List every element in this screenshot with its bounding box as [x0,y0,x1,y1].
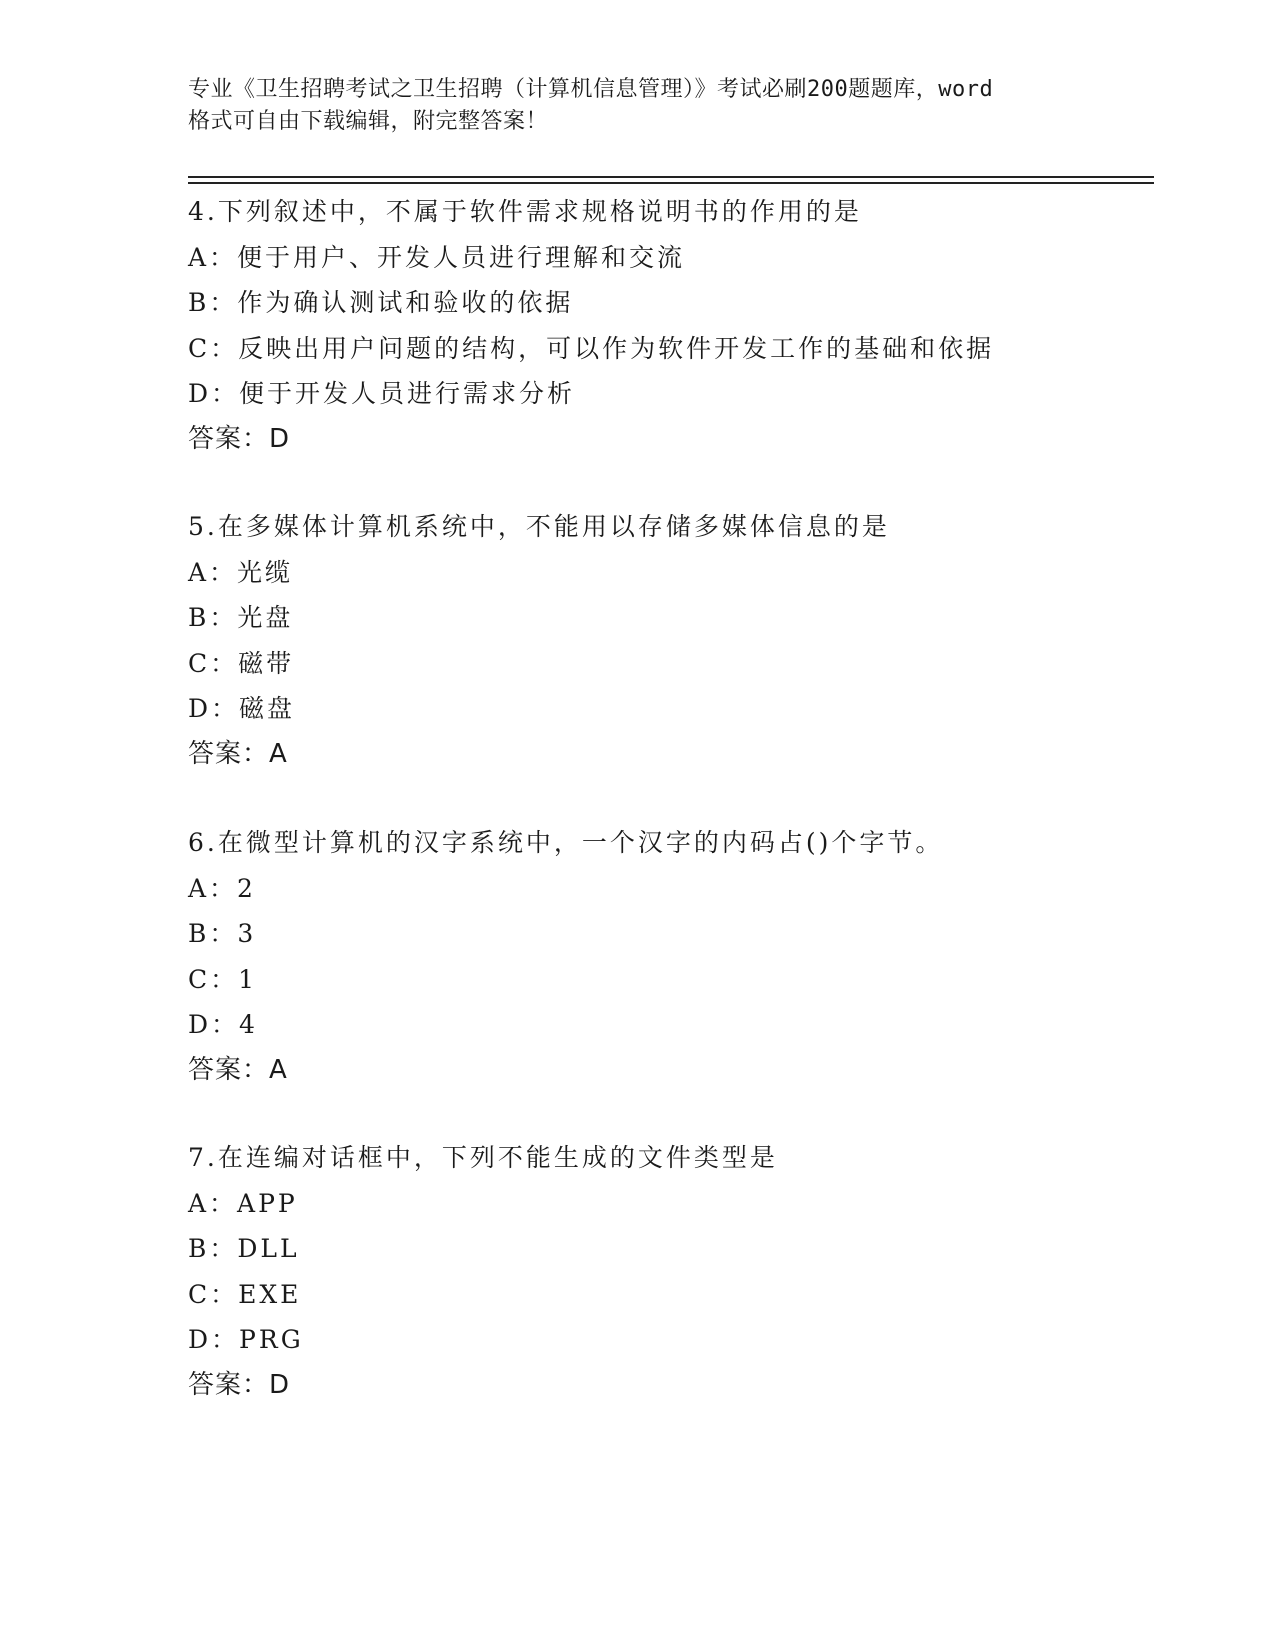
option-c: C：EXE [188,1279,302,1309]
option-d: D：便于开发人员进行需求分析 [188,379,576,408]
option-a: A：光缆 [188,557,294,587]
option-a: A：APP [188,1188,298,1218]
option-a: A：便于用户、开发人员进行理解和交流 [188,242,686,272]
answer-label: 答案：D [188,1369,291,1400]
option-b: B：3 [188,919,257,948]
header-line-1: 专业《卫生招聘考试之卫生招聘（计算机信息管理）》考试必刷200题题库，word [188,77,994,102]
question-7 [188,1135,1148,1408]
question-stem: 4.下列叙述中，不属于软件需求规格说明书的作用的是 [188,197,862,226]
header-divider-top [188,176,1154,178]
option-c: C：磁带 [188,648,295,678]
option-d: D：磁盘 [188,694,296,723]
document-header [188,74,1088,138]
question-5 [188,504,1148,777]
option-d: D：PRG [188,1325,304,1354]
question-6 [188,820,1148,1093]
option-d: D：4 [188,1010,258,1039]
option-b: B：光盘 [188,603,294,632]
option-b: B：作为确认测试和验收的依据 [188,288,574,317]
question-4 [188,189,1148,462]
option-c: C：1 [188,964,258,994]
answer-label: 答案：A [188,1054,288,1085]
option-c: C：反映出用户问题的结构，可以作为软件开发工作的基础和依据 [188,333,995,363]
header-divider-bottom [188,182,1154,184]
question-stem: 6.在微型计算机的汉字系统中，一个汉字的内码占()个字节。 [188,828,944,857]
header-line-2: 格式可自由下载编辑，附完整答案！ [188,109,549,134]
answer-label: 答案：D [188,423,291,454]
question-stem: 7.在连编对话框中，下列不能生成的文件类型是 [188,1143,778,1172]
option-a: A：2 [188,873,256,903]
question-stem: 5.在多媒体计算机系统中，不能用以存储多媒体信息的是 [188,512,890,541]
answer-label: 答案：A [188,738,288,769]
option-b: B：DLL [188,1234,300,1263]
